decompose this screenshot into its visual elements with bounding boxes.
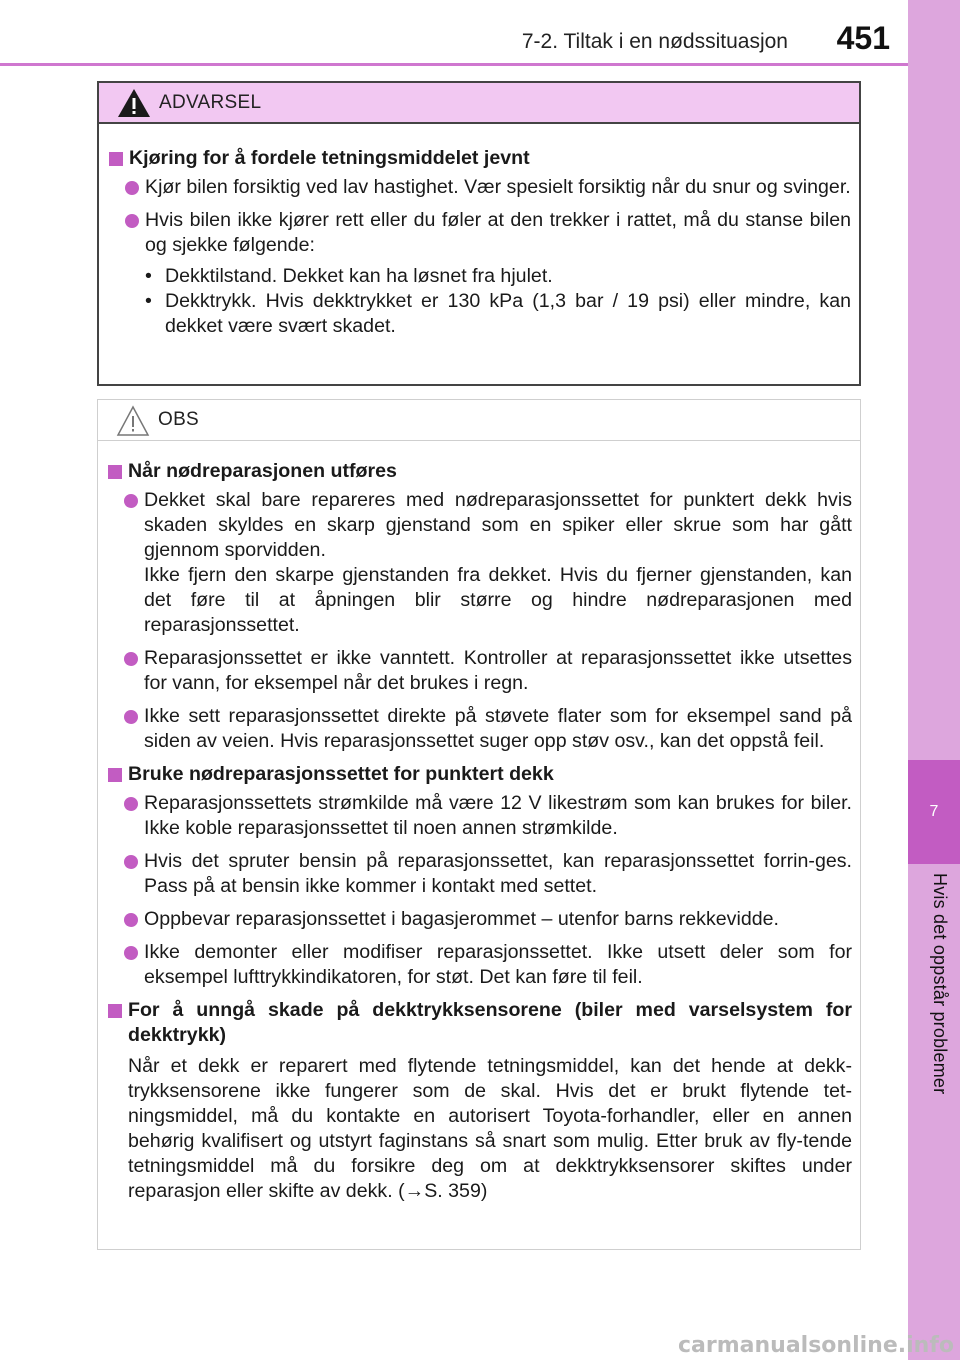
chapter-number: 7 (908, 760, 960, 864)
circle-bullet-icon (125, 181, 139, 195)
warning-header (99, 83, 859, 124)
circle-bullet-icon (125, 214, 139, 228)
notice-paragraph: Når et dekk er reparert med flytende tetningsmiddel, kan det hende at dekk-trykksensorene ikke fungerer som de skal. Hvis det er brukt flytende tet-ningsmiddel, må du kontakte en autorisert Toyota-forhandler, eller en annen behørig kvalifisert og utstyrt faginstans så snart som mulig. Etter bruk av fly-tende tetningsmiddel må du forsikre deg om at dekktrykksensorer skiftes under reparasjon eller skifte av dekk. (→S. 359) (128, 1055, 852, 1202)
list-item: Reparasjonssettet er ikke vanntett. Kontroller at reparasjonssettet ikke utsettes for vann, for eksempel når det brukes i regn. (106, 646, 852, 696)
list-item: Ikke sett reparasjonssettet direkte på støvete flater som for eksempel sand på siden av veien. Hvis reparasjonssettet suger opp støv osv., kan det oppstå feil. (106, 704, 852, 754)
notice-box (97, 399, 861, 1250)
circle-bullet-icon (124, 913, 138, 927)
notice-section-title: For å unngå skade på dekktrykksensorene (biler med varselsystem for dekktrykk) (106, 998, 852, 1048)
notice-header (98, 400, 860, 441)
list-item: Kjør bilen forsiktig ved lav hastighet. Vær spesielt forsiktig når du snur og svinger. (107, 175, 851, 200)
header-divider (0, 63, 908, 66)
circle-bullet-icon (124, 855, 138, 869)
list-item: Hvis bilen ikke kjører rett eller du føler at den trekker i rattet, må du stanse bilen og sjekke følgende: (107, 208, 851, 258)
chapter-label: Hvis det oppstår problemer (930, 873, 950, 1095)
warning-outline-icon (116, 405, 150, 437)
list-item: Dekket skal bare repareres med nødreparasjonssettet for punktert dekk hvis skaden skyldes en skarp gjenstand som en spiker eller skrue som har gått gjennom sporvidden. Ikke fjern den skarpe gjenstanden fra dekket. Hvis du fjerner gjenstanden, kan det føre til at åpningen blir større og hindre nødreparasjonen med reparasjonssettet. (106, 488, 852, 638)
notice-section-title: Bruke nødreparasjonssettet for punktert dekk (106, 762, 852, 787)
warning-label: ADVARSEL (159, 92, 262, 113)
dot-bullet-icon: • (145, 290, 152, 312)
section-title: 7-2. Tiltak i en nødssituasjon (521, 30, 788, 53)
square-bullet-icon (108, 768, 122, 782)
circle-bullet-icon (124, 946, 138, 960)
warning-filled-icon (117, 88, 151, 118)
circle-bullet-icon (124, 652, 138, 666)
list-item: Reparasjonssettets strømkilde må være 12 V likestrøm som kan brukes for biler. Ikke koble reparasjonssettet til noen annen strømkilde. (106, 791, 852, 841)
notice-section-title: Når nødreparasjonen utføres (106, 459, 852, 484)
chapter-side-tab (908, 0, 960, 1360)
list-item: Oppbevar reparasjonssettet i bagasjerommet – utenfor barns rekkevidde. (106, 907, 852, 932)
page-number: 451 (836, 20, 890, 56)
sub-list-item: • Dekktrykk. Hvis dekktrykket er 130 kPa (1,3 bar / 19 psi) eller mindre, kan dekket være svært skadet. (145, 290, 851, 337)
square-bullet-icon (108, 1004, 122, 1018)
circle-bullet-icon (124, 710, 138, 724)
list-item: Hvis det spruter bensin på reparasjonssettet, kan reparasjonssettet forrin-ges. Pass på at bensin ikke kommer i kontakt med settet. (106, 849, 852, 899)
sub-list-item: • Dekktilstand. Dekket kan ha løsnet fra hjulet. (145, 265, 553, 287)
list-item: Ikke demonter eller modifiser reparasjonssettet. Ikke utsett deler som for eksempel lufttrykkindikatoren, for støt. Det kan føre til feil. (106, 940, 852, 990)
square-bullet-icon (109, 152, 123, 166)
warning-section-title: Kjøring for å fordele tetningsmiddelet jevnt (107, 146, 851, 171)
notice-label: OBS (158, 409, 200, 430)
dot-bullet-icon: • (145, 265, 152, 287)
circle-bullet-icon (124, 797, 138, 811)
page-header (0, 0, 908, 64)
warning-box (97, 81, 861, 386)
square-bullet-icon (108, 465, 122, 479)
circle-bullet-icon (124, 494, 138, 508)
watermark: carmanualsonline.info (678, 1333, 954, 1358)
